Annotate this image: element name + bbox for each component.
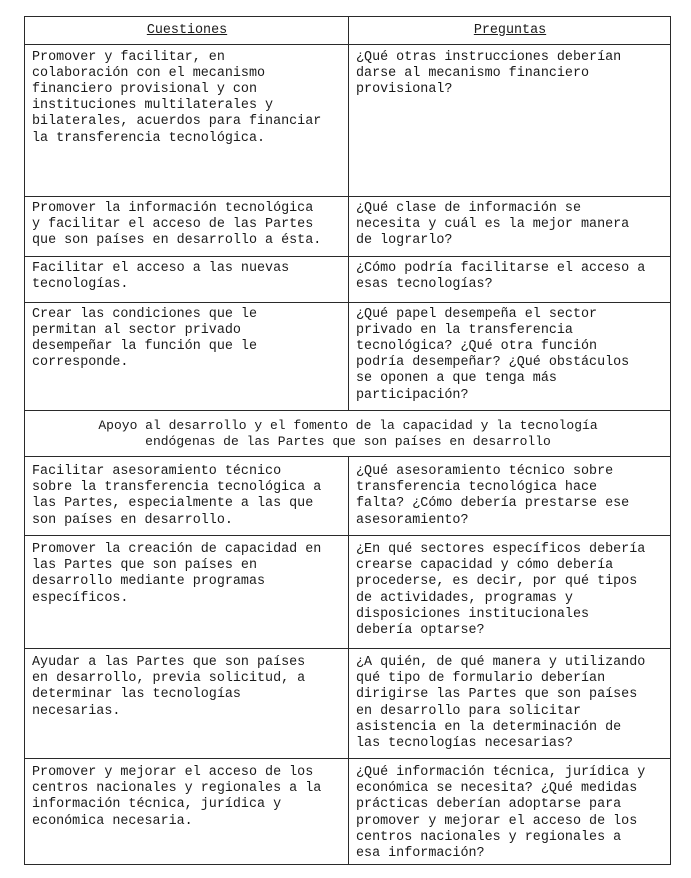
table-row [25,457,671,536]
header-cuestiones: Cuestiones [25,17,349,45]
section-heading: Apoyo al desarrollo y el fomento de la capacidad y la tecnología endógenas de las Partes que son países en desarrollo [25,411,671,457]
table-row [25,759,671,865]
pregunta-cell: ¿Qué información técnica, jurídica y económica se necesita? ¿Qué medidas prácticas deberían adoptarse para promover y mejorar el acceso de los centros nacionales y regionales a esa información? [349,759,671,865]
pregunta-cell: ¿Qué clase de información se necesita y cuál es la mejor manera de lograrlo? [349,197,671,257]
pregunta-cell: ¿A quién, de qué manera y utilizando qué tipo de formulario deberían dirigirse las Partes que son países en desarrollo para solicitar asistencia en la determinación de las tecnologías necesarias? [349,649,671,759]
pregunta-cell: ¿Qué asesoramiento técnico sobre transferencia tecnológica hace falta? ¿Cómo debería prestarse ese asesoramiento? [349,457,671,536]
cuestion-cell: Promover y mejorar el acceso de los centros nacionales y regionales a la información técnica, jurídica y económica necesaria. [25,759,349,865]
cuestion-cell: Crear las condiciones que le permitan al sector privado desempeñar la función que le corresponde. [25,303,349,411]
table-row [25,197,671,257]
cuestion-cell: Promover y facilitar, en colaboración con el mecanismo financiero provisional y con instituciones multilaterales y bilaterales, acuerdos para financiar la transferencia tecnológica. [25,45,349,197]
pregunta-cell: ¿Cómo podría facilitarse el acceso a esas tecnologías? [349,257,671,303]
header-preguntas: Preguntas [349,17,671,45]
table-row [25,257,671,303]
section-heading-row [25,411,671,457]
table-header-row [25,17,671,45]
pregunta-cell: ¿Qué otras instrucciones deberían darse al mecanismo financiero provisional? [349,45,671,197]
cuestion-cell: Ayudar a las Partes que son países en desarrollo, previa solicitud, a determinar las tecnologías necesarias. [25,649,349,759]
cuestion-cell: Facilitar el acceso a las nuevas tecnologías. [25,257,349,303]
table-row [25,536,671,649]
pregunta-cell: ¿En qué sectores específicos debería crearse capacidad y cómo debería procederse, es decir, por qué tipos de actividades, programas y disposiciones institucionales debería optarse? [349,536,671,649]
cuestion-cell: Promover la creación de capacidad en las Partes que son países en desarrollo mediante programas específicos. [25,536,349,649]
pregunta-cell: ¿Qué papel desempeña el sector privado en la transferencia tecnológica? ¿Qué otra función podría desempeñar? ¿Qué obstáculos se oponen a que tenga más participación? [349,303,671,411]
cuestion-cell: Promover la información tecnológica y facilitar el acceso de las Partes que son países en desarrollo a ésta. [25,197,349,257]
cuestion-cell: Facilitar asesoramiento técnico sobre la transferencia tecnológica a las Partes, especialmente a las que son países en desarrollo. [25,457,349,536]
table-row [25,303,671,411]
cuestiones-preguntas-table [24,16,671,865]
table-row [25,649,671,759]
table-row [25,45,671,197]
